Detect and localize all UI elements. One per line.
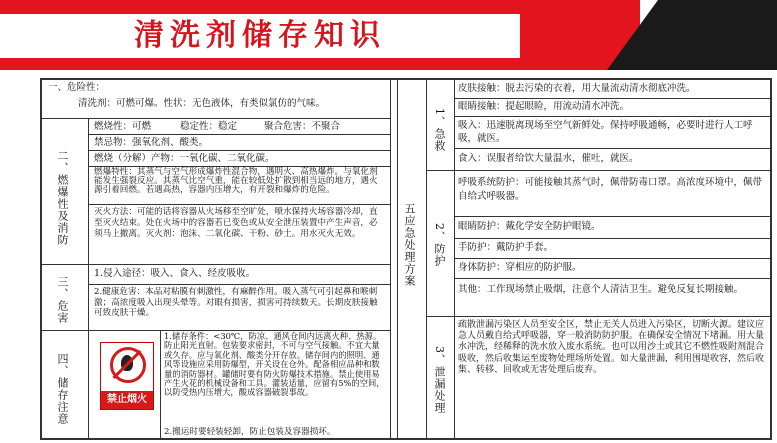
sign-label: 禁止烟火	[101, 391, 153, 409]
sec2-explosive: 燃爆特性：其蒸气与空气形成爆炸性混合物，遇明火、高热爆炸。与氧化剂能发生强裂反应。其蒸气比空气重，能在较低处扩散到相当远的地方，遇火源引着回燃。若遇高热，容器内压增大，有开裂和爆炸的危险。	[94, 167, 378, 195]
first-aid-label: 1、急救	[433, 108, 446, 152]
page-title: 清洗剂储存知识	[134, 18, 386, 53]
sec2-label: 二、燃爆性及消防	[56, 150, 69, 246]
no-fire-sign	[100, 342, 154, 410]
sec2-products: 燃烧（分解）产物：一氧化碳、二氧化碳。	[94, 153, 275, 164]
right-rule-5	[454, 216, 772, 217]
right-label-divider-b	[454, 78, 455, 440]
sec1-body: 清洗剂：可燃可爆。性状：无色液体，有类似氯仿的气味。	[78, 98, 326, 109]
first-aid-ingest: 食入：误服者给饮大量温水，催吐，就医。	[458, 153, 639, 164]
sec2-extinguish: 灭火方法：可能的话将容器从火场移至空旷处，喷水保持火场容器冷却，直至灭火结束。处在火场中的容器若已变色或从安全泄压装置中产生声音，必须马上撤离。灭火剂：泡沫、二氧化碳、干粉、砂土。用水灭火无效。	[94, 207, 378, 239]
right-rule-9	[426, 316, 772, 317]
spill-procedure: 疏散泄漏污染区人员至安全区，禁止无关人员进入污染区，切断火源。建议应急人员戴自给式呼吸器，穿一般消防防护服。在确保安全情况下堵漏。用大量水冲洗，经稀释的洗水放入废水系统。也可以用沙土或其它不燃性吸附剂混合吸收，然后收集运至废物处理场所处置。如大量泄漏，利用围堤收容，然后收集、转移、回收或无害处理后废弃。	[458, 320, 765, 375]
right-rule-6	[454, 238, 772, 239]
protection-label: 2、防护	[433, 223, 446, 267]
left-rule-7	[88, 284, 390, 285]
right-rule-3	[454, 148, 772, 149]
sec4-handling: 2.搬运时要轻装轻卸，防止包装及容器损坏。	[164, 427, 336, 437]
sec2-flammability: 燃烧性：可燃	[94, 121, 152, 132]
protection-body: 身体防护：穿相应的防护服。	[458, 262, 582, 273]
left-rule-1	[40, 118, 390, 119]
left-rule-5	[88, 204, 390, 205]
sign-divider	[160, 330, 161, 440]
first-aid-skin: 皮肤接触：脱去污染的衣着，用大量流动清水彻底冲洗。	[458, 83, 696, 94]
center-divider-2	[397, 78, 398, 440]
sec2-stability: 稳定性：稳定	[180, 121, 238, 132]
protection-other: 其他：工作现场禁止吸烟，注意个人清洁卫生。避免反复长期接触。	[458, 284, 744, 295]
first-aid-inhale: 吸入：迅速脱离现场至空气新鲜处。保持呼吸通畅，必要时进行人工呼吸，就医。	[458, 120, 753, 144]
sec2-polymerization: 聚合危害：不聚合	[264, 121, 341, 132]
sec3-label: 三、危害	[56, 276, 69, 324]
right-rule-8	[454, 278, 772, 279]
sec4-conditions: 1.储存条件：<30℃，防凉、通风仓间内远离火种、热源。防止阳光直射。包装要求密封，不可与空气接触。不宜大量或久存。应与氧化剂、酸类分开存放。储存间内的照明、通风等设施应采用防爆型，开关设在仓外。配备相应品种和数量的消防器材。罐储时要有防火防爆技术措施。禁止使用易产生火花的机械设备和工具。灌装适量，应留有5%的空间，以防受热内压增大，酸成容器破裂事故。	[164, 331, 385, 398]
sec5-label: 五应急处理方案	[403, 203, 416, 287]
protection-hands: 手防护：戴防护手套。	[458, 242, 554, 253]
sec2-incompatible: 禁忌物：强氧化剂、酸类。	[94, 137, 209, 148]
right-rule-2	[454, 116, 772, 117]
protection-eyes: 眼睛防护：戴化学安全防护眼镜。	[458, 221, 601, 232]
right-rule-4	[426, 170, 772, 171]
spill-label: 3、泄漏处理	[433, 346, 446, 414]
right-rule-7	[454, 258, 772, 259]
sec4-label: 四、储存注意	[56, 353, 69, 425]
left-rule-6	[40, 264, 390, 265]
left-rule-3	[88, 150, 390, 151]
sec3-route: 1.侵入途径：吸入、食入、经皮吸收。	[94, 268, 256, 279]
left-rule-2	[88, 134, 390, 135]
protection-respiratory: 呼吸系统防护：可能接触其蒸气时，佩带防毒口罩。高浓度环境中，佩带自给式呼吸器。	[458, 177, 763, 202]
center-divider	[390, 78, 391, 440]
sec1-title: 一、危险性：	[48, 82, 106, 93]
sec3-health: 2.健康危害：本品对粘膜有刺激性，有麻醉作用。吸入蒸气可引起鼻和喉刺激；高浓度吸入出现头晕等。对眼有损害，损害可持续数天。长期皮肤接触可致皮肤干燥。	[94, 287, 378, 318]
right-label-divider-a	[426, 78, 427, 440]
right-rule-1	[454, 98, 772, 99]
first-aid-eyes: 眼睛接触：提起眼睑，用流动清水冲洗。	[458, 101, 630, 112]
